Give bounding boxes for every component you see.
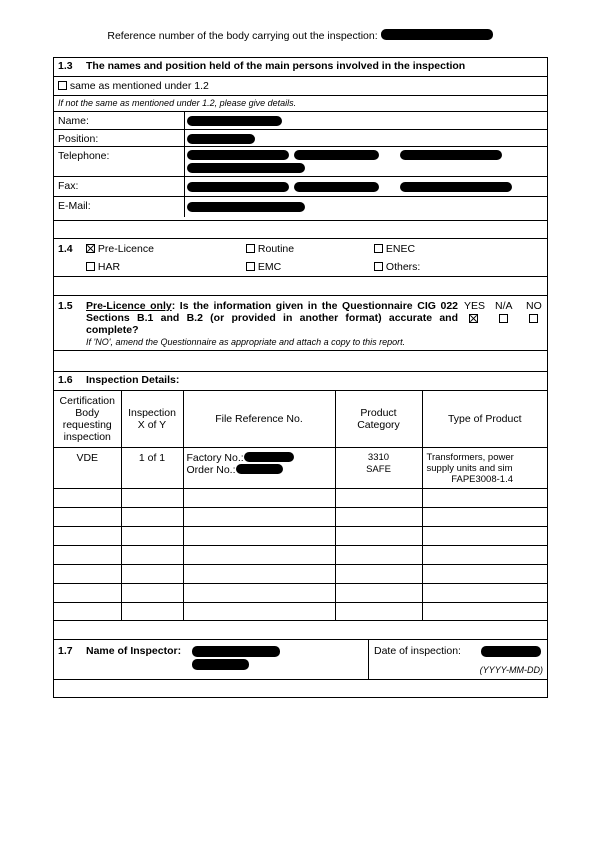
- har-checkbox[interactable]: [86, 262, 95, 271]
- redacted-date: [481, 646, 541, 657]
- redacted-name: [187, 116, 282, 126]
- redacted-factory: [244, 452, 294, 462]
- inspection-details-table: [54, 391, 547, 621]
- table-row: [54, 583, 547, 602]
- table-row: [54, 447, 547, 488]
- section-1-5-question: [86, 300, 458, 336]
- others-checkbox[interactable]: [374, 262, 383, 271]
- pre-licence-only-label: Pre-Licence only: [86, 300, 172, 312]
- reference-label: Reference number of the body carrying out the inspection:: [107, 30, 378, 42]
- section-title: Inspection Details:: [86, 374, 180, 386]
- har-label: HAR: [97, 261, 121, 273]
- redacted-telephone-2: [294, 150, 379, 160]
- date-format-hint: (YYYY-MM-DD): [479, 665, 543, 675]
- cell-body: VDE: [54, 447, 121, 488]
- same-as-checkbox[interactable]: [58, 81, 67, 90]
- routine-checkbox[interactable]: [246, 244, 255, 253]
- table-header-row: [54, 391, 547, 447]
- redacted-fax-3: [400, 182, 512, 192]
- spacer-3: [53, 350, 548, 372]
- name-label: Name:: [58, 115, 89, 127]
- na-label: N/A: [495, 300, 513, 312]
- redacted-fax-1: [187, 182, 289, 192]
- no-checkbox[interactable]: [529, 314, 538, 323]
- redacted-inspector-2: [192, 659, 249, 670]
- section-1-4: [53, 238, 548, 277]
- question-text: : Is the information given in the Questionnaire CIG 022 Sections B.1 and B.2 (or provided in another format) accurate and complete?: [86, 300, 459, 336]
- spacer-5: [53, 679, 548, 698]
- table-row: [54, 507, 547, 526]
- same-as-row: [54, 77, 547, 96]
- section-1-6-header: [54, 372, 547, 391]
- section-number: 1.7: [58, 645, 73, 657]
- others-label: Others:: [385, 261, 421, 273]
- redacted-position: [187, 134, 255, 144]
- spacer-1: [53, 220, 548, 239]
- no-label: NO: [526, 300, 542, 312]
- emc-checkbox[interactable]: [246, 262, 255, 271]
- email-row: [54, 197, 547, 217]
- table-row: [54, 488, 547, 507]
- redacted-order: [236, 464, 283, 474]
- section-number: 1.4: [58, 243, 73, 255]
- emc-label: EMC: [257, 261, 282, 273]
- col-product-category: Product Category: [335, 391, 422, 447]
- section-1-7: [53, 639, 548, 680]
- enec-checkbox[interactable]: [374, 244, 383, 253]
- category-code: 3310: [367, 451, 390, 463]
- redacted-telephone-4: [187, 163, 305, 173]
- enec-label: ENEC: [385, 243, 416, 255]
- telephone-row: [54, 147, 547, 177]
- fax-row: [54, 177, 547, 197]
- section-1-6: [53, 371, 548, 621]
- cell-file-reference: [183, 447, 335, 488]
- redacted-telephone-1: [187, 150, 289, 160]
- redacted-fax-2: [294, 182, 379, 192]
- question-note: If 'NO', amend the Questionnaire as appropriate and attach a copy to this report.: [86, 337, 406, 347]
- type-description: Transformers, power supply units and sim: [426, 451, 514, 474]
- table-row: [54, 526, 547, 545]
- spacer-4: [53, 620, 548, 640]
- yes-checkbox[interactable]: [469, 314, 478, 323]
- section-1-5: [53, 295, 548, 351]
- order-label: Order No.:: [186, 463, 236, 476]
- section-number: 1.6: [58, 374, 73, 386]
- col-certification-body: Certification Body requesting inspection: [54, 391, 121, 447]
- name-row: [54, 112, 547, 130]
- redacted-email: [187, 202, 305, 212]
- section-title: The names and position held of the main persons involved in the inspection: [86, 60, 466, 72]
- same-as-label: same as mentioned under 1.2: [69, 80, 209, 92]
- redacted-inspector-1: [192, 646, 280, 657]
- details-note: If not the same as mentioned under 1.2, please give details.: [58, 98, 297, 108]
- col-file-reference: File Reference No.: [183, 391, 335, 447]
- telephone-label: Telephone:: [58, 150, 110, 162]
- na-checkbox[interactable]: [499, 314, 508, 323]
- pre-licence-label: Pre-Licence: [97, 243, 154, 255]
- fax-label: Fax:: [58, 180, 79, 192]
- inspector-label: Name of Inspector:: [86, 645, 182, 657]
- redacted-telephone-3: [400, 150, 502, 160]
- pre-licence-checkbox[interactable]: [86, 244, 95, 253]
- spacer-2: [53, 276, 548, 296]
- type-code: FAPE3008-1.4: [451, 473, 513, 485]
- section-1-3-header: [54, 58, 547, 77]
- cell-xy: 1 of 1: [121, 447, 183, 488]
- col-inspection-xy: Inspection X of Y: [121, 391, 183, 447]
- date-label: Date of inspection:: [374, 645, 461, 657]
- yes-label: YES: [464, 300, 486, 312]
- redacted-reference: [381, 29, 493, 40]
- routine-label: Routine: [257, 243, 295, 255]
- col-type-of-product: Type of Product: [422, 391, 547, 447]
- table-row: [54, 602, 547, 621]
- cell-type-of-product: [422, 447, 547, 488]
- factory-label: Factory No.:: [186, 451, 244, 464]
- reference-line: [0, 29, 600, 42]
- table-row: [54, 545, 547, 564]
- position-row: [54, 130, 547, 147]
- table-row: [54, 564, 547, 583]
- cell-category: [335, 447, 422, 488]
- position-label: Position:: [58, 133, 99, 145]
- details-note-row: [54, 96, 547, 112]
- email-label: E-Mail:: [58, 200, 91, 212]
- section-number: 1.5: [58, 300, 73, 312]
- category-name: SAFE: [366, 463, 391, 475]
- section-1-3: [53, 57, 548, 221]
- section-number: 1.3: [58, 60, 73, 72]
